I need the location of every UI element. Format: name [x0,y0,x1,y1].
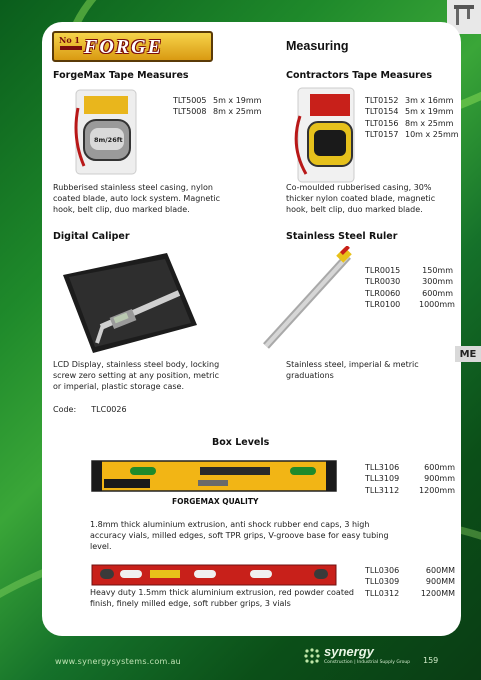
contractors-tape-image [288,86,360,184]
ruler-image [256,246,356,356]
caliper-code-label: Code: [53,405,77,414]
red-level-image [90,562,338,588]
caliper-heading: Digital Caliper [53,231,130,242]
caliper-image [57,247,201,359]
contractors-tapes-description: Co-moulded rubberised casing, 30% thicker nylon coated blade, magnetic hook, belt clip, duo marked blade. [286,183,436,215]
category-title: Measuring [286,39,349,53]
ruler-description: Stainless steel, imperial & metric graduations [286,360,419,381]
contractors-tapes-heading: Contractors Tape Measures [286,70,432,81]
yellow-level-description: 1.8mm thick aluminium extrusion, anti shock rubber end caps, 3 high accuracy vials, milled edges, soft TPR grips, V-groove base for easy tubing level. [90,520,389,552]
ruler-heading: Stainless Steel Ruler [286,231,398,242]
page-number: 159 [423,656,439,665]
synergy-logo [302,646,410,670]
red-level-codes: TLL0306 600MM TLL0309 900MM TLL0312 1200MM [365,566,455,598]
catalog-page [42,22,461,636]
synergy-tagline: Construction | Industrial Supply Group [324,660,411,665]
forge-logo: No 1 FORGE [52,31,213,62]
tape-measures-description: Rubberised stainless steel casing, nylon coated blade, auto lock system. Magnetic hook, belt clip, duo marked blade. [53,183,221,215]
red-level-description: Heavy duty 1.5mm thick aluminium extrusion, red powder coated finish, finely milled edge, soft rubber grips, 3 vials [90,588,354,609]
footer-url[interactable]: www.synergysystems.com.au [55,657,182,666]
synergy-logo-icon [302,646,322,666]
tape-measures-codes: TLT5005 5m x 19mm TLT5008 8m x 25mm [173,96,262,117]
ruler-codes: TLR0015 150mm TLR0030 300mm TLR0060 600mm TLR0100 1000mm [365,266,455,310]
forge-logo-text: FORGE [84,36,163,58]
section-tab-me[interactable]: ME [455,346,481,362]
tape-measure-image [70,88,142,176]
yellow-level-image [90,459,338,493]
yellow-level-codes: TLL3106 600mm TLL3109 900mm TLL3112 1200mm [365,463,455,495]
tape-measures-heading: ForgeMax Tape Measures [53,70,189,81]
caliper-code: TLC0026 [91,405,127,414]
contractors-tapes-codes: TLT0152 3m x 16mm TLT0154 5m x 19mm TLT0156 8m x 25mm TLT0157 10m x 25mm [365,96,459,140]
box-levels-heading: Box Levels [212,437,270,448]
synergy-brand: synergy [324,644,374,659]
tape-size-label: 8m/26ft [94,136,123,144]
forgemax-quality-label: FORGEMAX QUALITY [172,497,259,506]
caliper-description: LCD Display, stainless steel body, locking screw zero setting at any position, metric or imperial, plastic storage case. [53,360,220,392]
caliper-code-row [53,404,127,415]
